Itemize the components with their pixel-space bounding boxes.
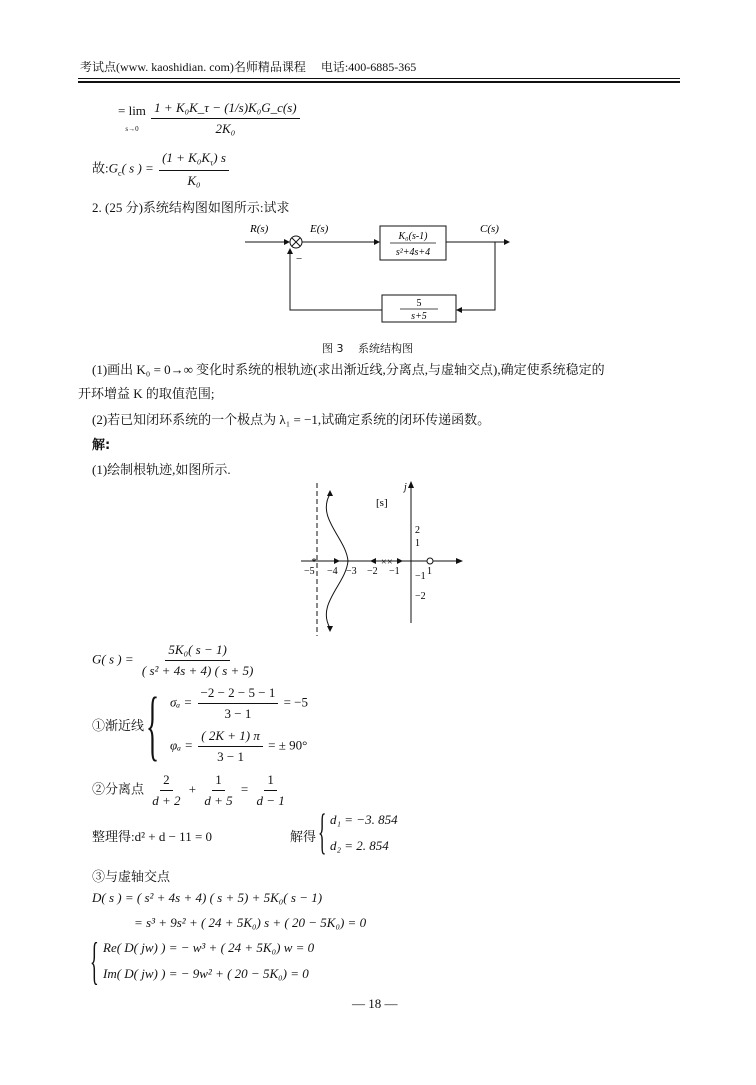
sigma-den: 3 − 1 xyxy=(224,706,252,721)
output-arrow-icon xyxy=(504,239,510,245)
brace-re-im: { xyxy=(90,933,99,990)
gs-lhs: G( s ) = xyxy=(92,651,134,667)
b1-num: 2 xyxy=(160,772,173,791)
solution-heading: 解: xyxy=(92,438,111,453)
question-part2: (2)若已知闭环系统的一个极点为 λ₁ = −1,试确定系统的闭环传递函数。 xyxy=(92,412,491,427)
lim-sub: s→0 xyxy=(125,124,139,133)
feedback-num: 5 xyxy=(416,298,422,309)
label-input: R(s) xyxy=(250,223,269,235)
feedback-arrow-icon xyxy=(456,307,462,313)
real-axis-arrow-icon xyxy=(456,558,463,564)
x-tick: −3 xyxy=(346,566,357,577)
equation-lim xyxy=(118,100,302,137)
axis-j-label: j xyxy=(404,482,407,493)
question-part1-cont: 开环增益 K 的取值范围; xyxy=(78,386,215,401)
y-tick: −1 xyxy=(415,571,426,582)
y-tick: 1 xyxy=(415,538,420,549)
b3-den: d − 1 xyxy=(256,793,285,808)
locus-arrow-icon xyxy=(370,558,376,564)
gc-num: (1 + K₀K xyxy=(162,150,211,165)
gs-num: 5K₀( s − 1) xyxy=(165,642,229,661)
minus-sign: − xyxy=(296,253,303,265)
pole-marker-5: * xyxy=(311,556,317,568)
lim-text: = lim xyxy=(118,102,146,118)
asymptote-label: ①渐近线 xyxy=(92,718,145,733)
feedback-return xyxy=(290,254,382,310)
b2-den: d + 5 xyxy=(204,793,233,808)
locus-down-arrow-icon xyxy=(327,626,333,632)
imag-axis-label: ③与虚轴交点 xyxy=(92,869,171,884)
x-tick: −1 xyxy=(389,566,400,577)
question-title: 2. (25 分)系统结构图如图所示:试求 xyxy=(92,200,290,215)
root-locus-plot xyxy=(296,478,466,638)
question-part1: (1)画出 K₀ = 0→∞ 变化时系统的根轨迹(求出渐近线,分离点,与虚轴交点),确定使系统稳定的 xyxy=(92,362,605,377)
feedback-path xyxy=(462,242,495,310)
equation-sigma xyxy=(170,685,308,722)
equation-gs xyxy=(92,642,258,679)
brace-solve: { xyxy=(318,803,327,859)
equation-gc xyxy=(92,150,231,189)
equation-phi xyxy=(170,728,307,765)
feedback-den: s+5 xyxy=(411,311,427,322)
forward-num: K₀(s-1) xyxy=(398,231,428,242)
im-equation: Im( D( jw) ) = − 9w² + ( 20 − 5K₀) = 0 xyxy=(103,966,309,981)
feedback-up-arrow-icon xyxy=(287,248,293,254)
label-error: E(s) xyxy=(310,223,329,235)
locus-arrow-icon xyxy=(334,558,340,564)
page-number: — 18 — xyxy=(352,996,398,1011)
header-rule-thick xyxy=(78,81,680,83)
d-equation-1: D( s ) = ( s² + 4s + 4) ( s + 5) + 5K₀( s − 1) xyxy=(92,890,323,905)
error-arrow-icon xyxy=(374,239,380,245)
simplify-equation: 整理得:d² + d − 11 = 0 xyxy=(92,829,213,844)
phi-num: ( 2K + 1) π xyxy=(198,728,263,747)
x-tick: −4 xyxy=(327,566,338,577)
equation-breakaway: ②分离点 $\frac{2}{d + 2}$ + $\frac{1}{d + 5}$ = $\frac{1}{d - 1}$ xyxy=(92,772,290,809)
locus-arrow-icon xyxy=(397,558,403,564)
pole-marker-2a: × xyxy=(381,557,387,568)
s-plane-label: [s] xyxy=(376,497,388,509)
page-header: 考试点(www. kaoshidian. com)名师精品课程 电话:400-6885-365 xyxy=(80,60,417,74)
sigma-num: −2 − 2 − 5 − 1 xyxy=(198,685,279,704)
solve-label: 解得 xyxy=(290,829,317,844)
zero-marker xyxy=(427,558,433,564)
sigma-rhs: = −5 xyxy=(283,694,308,710)
b3-num: 1 xyxy=(264,772,277,791)
x-tick: −5 xyxy=(304,566,315,577)
gs-den: ( s² + 4s + 4) ( s + 5) xyxy=(141,663,254,678)
pole-marker-2b: × xyxy=(387,557,393,568)
phi-rhs: = ± 90° xyxy=(268,737,308,753)
breakaway-label: ②分离点 xyxy=(92,781,145,797)
y-tick: −2 xyxy=(415,591,426,602)
y-tick: 2 xyxy=(415,525,420,536)
phi-lhs: φₐ = xyxy=(170,737,194,753)
b2-num: 1 xyxy=(212,772,225,791)
header-rule xyxy=(78,78,680,79)
x-tick: 1 xyxy=(427,566,432,577)
root-d1: d₁ = −3. 854 xyxy=(330,812,398,827)
sigma-lhs: σₐ = xyxy=(170,694,193,710)
d-equation-2: = s³ + 9s² + ( 24 + 5K₀) s + ( 20 − 5K₀) = 0 xyxy=(134,915,367,930)
lim-den: 2K₀ xyxy=(215,121,236,136)
gc-lhs: G xyxy=(108,160,119,176)
phi-den: 3 − 1 xyxy=(217,749,245,764)
re-equation: Re( D( jw) ) = − w³ + ( 24 + 5K₀) w = 0 xyxy=(103,940,315,955)
figure-caption: 图 3 系统结构图 xyxy=(322,342,413,355)
x-tick: −2 xyxy=(367,566,378,577)
block-diagram xyxy=(240,218,510,328)
imag-axis-arrow-icon xyxy=(408,481,414,488)
gc-den: K₀ xyxy=(187,172,201,188)
b1-den: d + 2 xyxy=(152,793,181,808)
gc-num-b: ) s xyxy=(213,150,226,165)
gc-prefix: 故: xyxy=(92,160,109,176)
input-arrow-icon xyxy=(284,239,290,245)
brace-asymptote: { xyxy=(146,681,160,768)
forward-den: s²+4s+4 xyxy=(395,247,431,258)
root-d2: d₂ = 2. 854 xyxy=(330,838,389,853)
locus-up-arrow-icon xyxy=(327,490,333,496)
solution-step1: (1)绘制根轨迹,如图所示. xyxy=(92,462,231,477)
gc-num-sub: τ xyxy=(210,158,214,168)
gc-lhs-sub: c xyxy=(118,168,122,178)
lim-numerator: 1 + K₀K_τ − (1/s)K₀G_c(s) xyxy=(151,100,299,119)
gc-lhs-b: ( s ) = xyxy=(121,160,154,176)
label-output: C(s) xyxy=(480,223,499,235)
